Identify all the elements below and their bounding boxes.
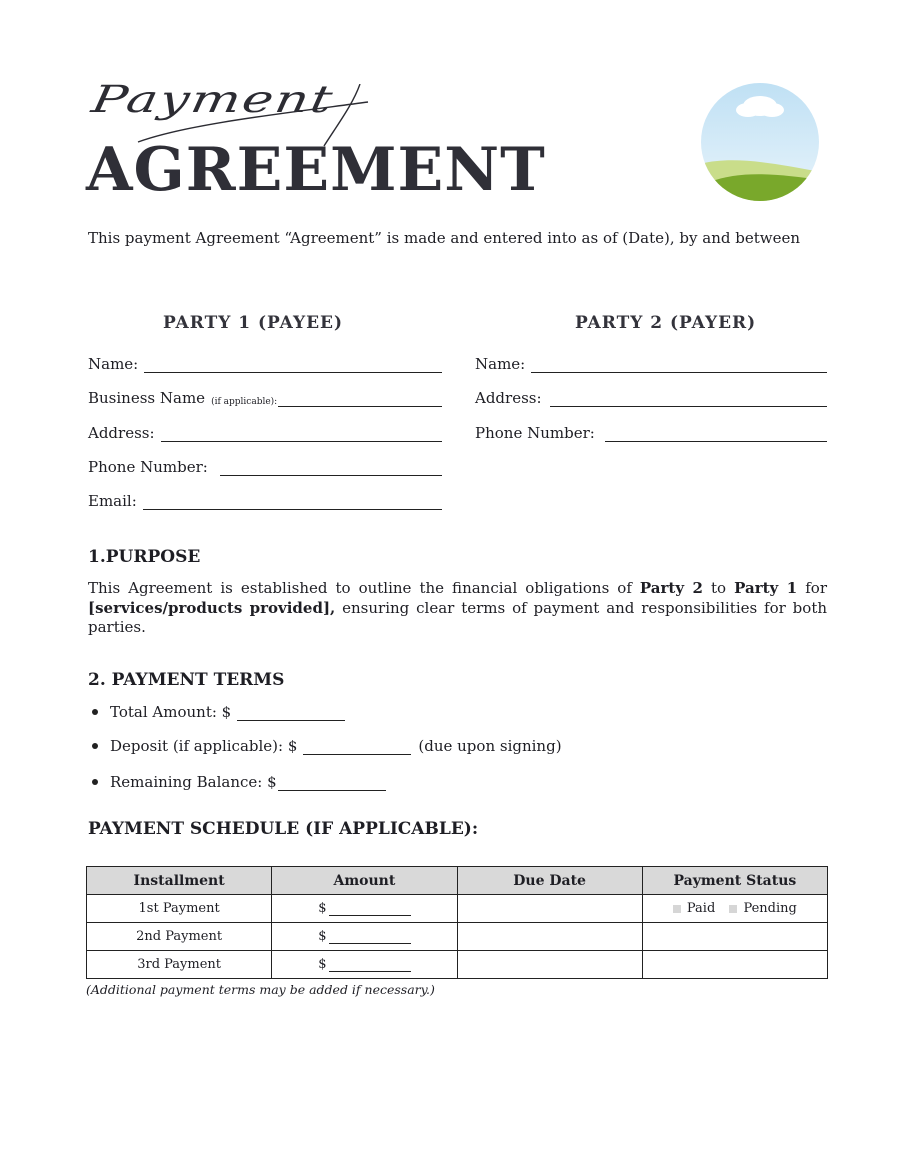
installment-cell: 1st Payment [87, 895, 272, 923]
fill-line [278, 392, 442, 407]
purpose-paragraph [88, 579, 827, 638]
schedule-heading: PAYMENT SCHEDULE (IF APPLICABLE): [88, 819, 479, 839]
party2-phone-field[interactable] [475, 424, 827, 442]
fill-line [550, 392, 827, 407]
table-row [87, 895, 828, 923]
column-header: Installment [87, 867, 272, 895]
schedule-table [86, 866, 828, 979]
party1-name-field[interactable] [88, 355, 442, 373]
fill-line [303, 740, 411, 755]
due-date-cell[interactable] [457, 951, 642, 979]
bullet-dot [92, 743, 98, 749]
party2-name-field[interactable] [475, 355, 827, 373]
table-header-row [87, 867, 828, 895]
bullet-dot [92, 709, 98, 715]
deposit-note: (due upon signing) [418, 737, 562, 755]
services-placeholder: [services/products provided], [88, 598, 336, 617]
field-label: Name: [475, 355, 526, 373]
pending-label: Pending [743, 901, 797, 916]
amount-cell[interactable] [272, 923, 457, 951]
table-row [87, 951, 828, 979]
item-label: Remaining Balance: $ [110, 773, 277, 791]
column-header: Payment Status [642, 867, 827, 895]
fill-line [143, 495, 442, 510]
column-header: Due Date [457, 867, 642, 895]
deposit-item[interactable] [92, 737, 562, 755]
purpose-heading: 1.PURPOSE [88, 547, 201, 567]
footnote: (Additional payment terms may be added if necessary.) [86, 982, 435, 997]
pending-checkbox[interactable] [729, 905, 737, 913]
amount-cell[interactable] [272, 895, 457, 923]
due-date-cell[interactable] [457, 895, 642, 923]
field-label: Name: [88, 355, 139, 373]
purpose-text: ensuring clear terms of payment and responsibilities for both parties. [88, 598, 828, 636]
fill-line [329, 933, 411, 944]
fill-line [605, 427, 827, 442]
remaining-balance-item[interactable] [92, 773, 386, 791]
paid-checkbox[interactable] [673, 905, 681, 913]
party2-address-field[interactable] [475, 389, 827, 407]
status-cell[interactable] [642, 923, 827, 951]
fill-line [144, 358, 442, 373]
purpose-text: for [797, 579, 827, 597]
field-label: Phone Number: [88, 458, 208, 476]
fill-line [237, 706, 345, 721]
party1-heading: PARTY 1 (PAYEE) [163, 313, 344, 333]
item-label: Total Amount: $ [110, 703, 232, 721]
table-row [87, 923, 828, 951]
due-date-cell[interactable] [457, 923, 642, 951]
party1-phone-field[interactable] [88, 458, 442, 476]
terms-heading: 2. PAYMENT TERMS [88, 670, 285, 690]
status-cell[interactable] [642, 951, 827, 979]
field-label: Business Name [88, 389, 206, 407]
party1-email-field[interactable] [88, 492, 442, 510]
paid-label: Paid [686, 901, 716, 916]
intro-text: This payment Agreement “Agreement” is made and entered into as of (Date), by and between [88, 229, 800, 247]
party-ref: Party 2 [639, 579, 703, 597]
party1-address-field[interactable] [88, 424, 442, 442]
field-label: Address: [88, 424, 155, 442]
field-label: Address: [475, 389, 542, 407]
status-cell [642, 895, 827, 923]
field-label: Email: [88, 492, 137, 510]
fill-line [220, 461, 442, 476]
fill-line [329, 905, 411, 916]
signature-flourish [128, 84, 378, 154]
fill-line [329, 961, 411, 972]
party-ref: Party 1 [734, 579, 798, 597]
currency-symbol: $ [318, 929, 327, 944]
column-header: Amount [272, 867, 457, 895]
fill-line [161, 427, 442, 442]
fill-line [278, 776, 386, 791]
script-title: Payment [88, 78, 338, 122]
field-label: Phone Number: [475, 424, 595, 442]
item-label: Deposit (if applicable): $ [110, 737, 298, 755]
party1-business-field[interactable] [88, 389, 442, 407]
installment-cell: 3rd Payment [87, 951, 272, 979]
installment-cell: 2nd Payment [87, 923, 272, 951]
landscape-circle-icon [700, 82, 820, 202]
purpose-text: This Agreement is established to outline the financial obligations of [88, 579, 640, 597]
total-amount-item[interactable] [92, 703, 345, 721]
fill-line [531, 358, 827, 373]
purpose-text: to [703, 579, 735, 597]
amount-cell[interactable] [272, 951, 457, 979]
party2-heading: PARTY 2 (PAYER) [575, 313, 757, 333]
currency-symbol: $ [318, 957, 327, 972]
currency-symbol: $ [318, 901, 327, 916]
page-title: AGREEMENT [86, 135, 546, 205]
bullet-dot [92, 779, 98, 785]
field-note: (if applicable): [211, 397, 278, 407]
